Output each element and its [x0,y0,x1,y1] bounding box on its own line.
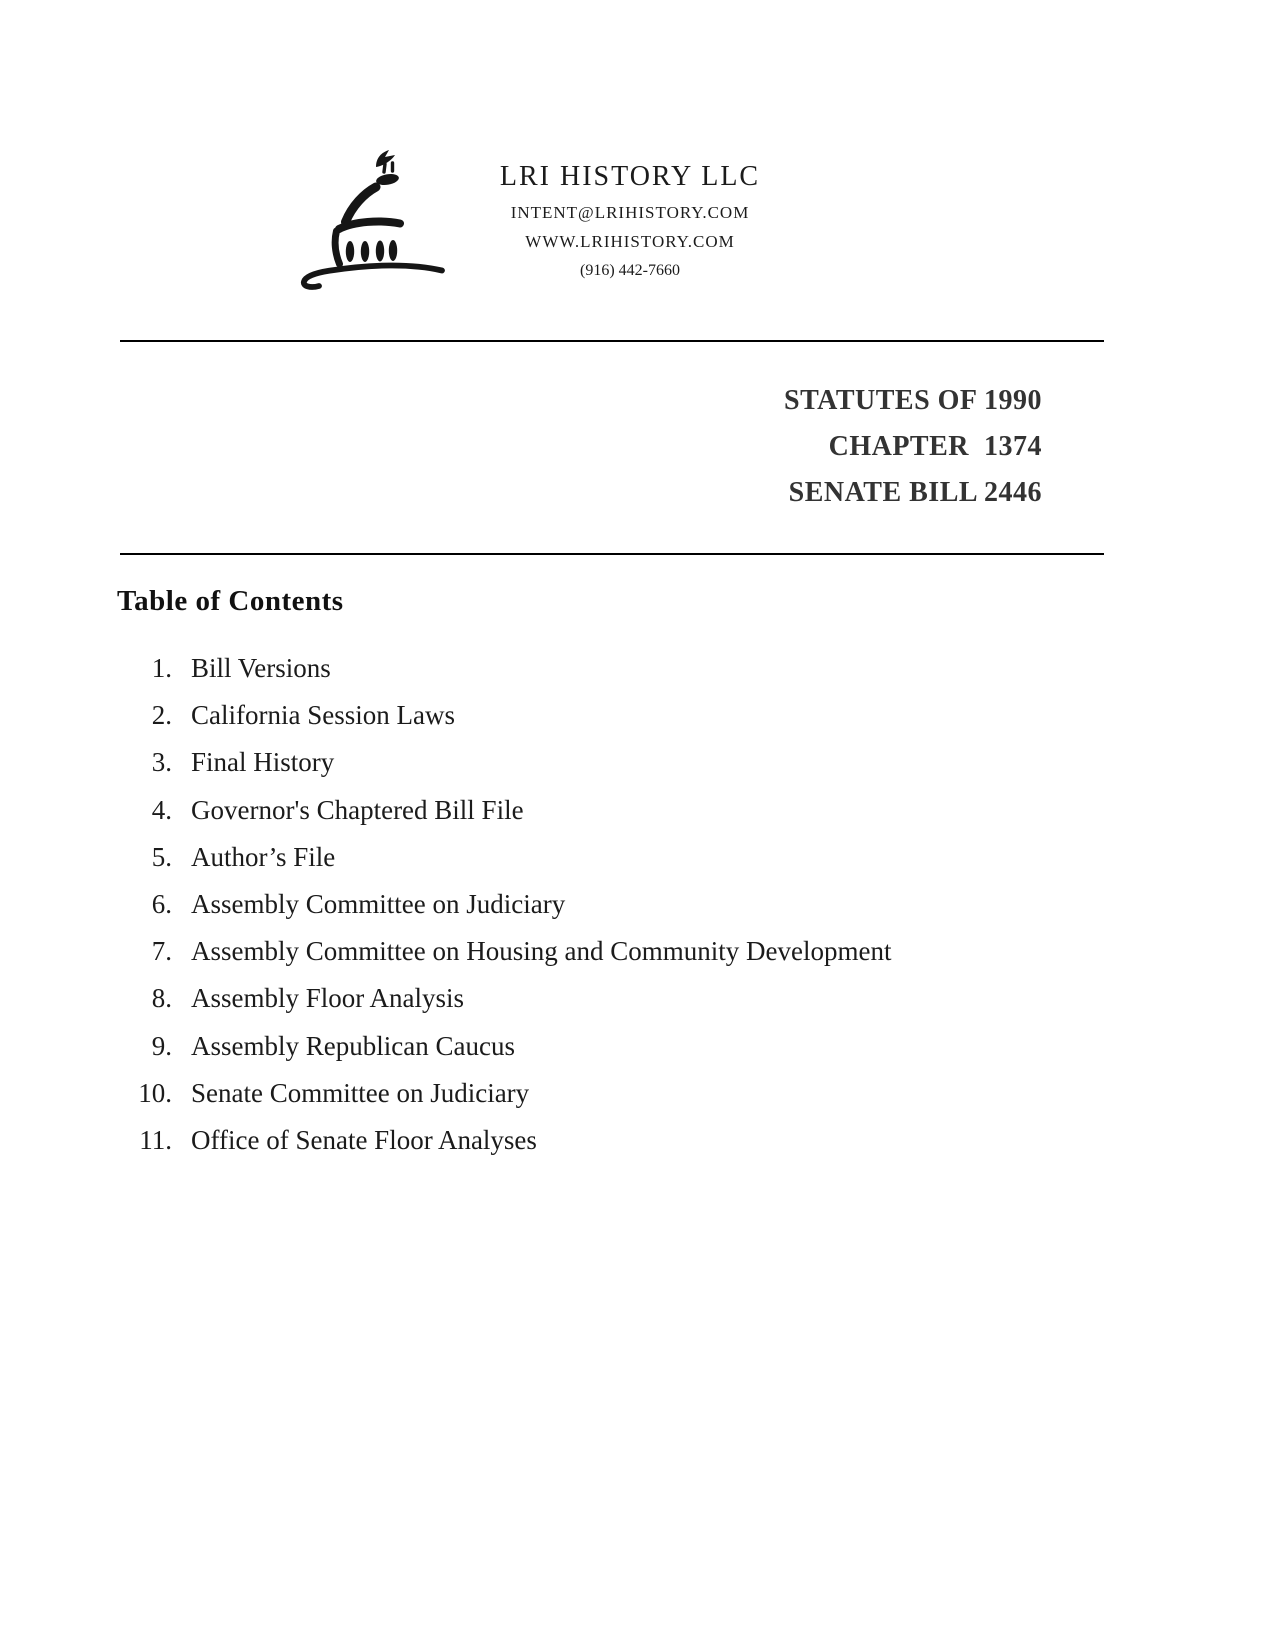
toc-item [117,645,1117,692]
company-header [460,160,800,280]
toc-item [117,787,1117,834]
chapter-line: CHAPTER 1374 [828,431,1042,462]
capitol-dome-logo-icon [292,126,452,296]
logo-tick [384,164,385,172]
company-website: WWW.LRIHISTORY.COM [525,232,735,251]
toc-item [117,1023,1117,1070]
toc-item-label: Assembly Republican Caucus [191,1030,515,1061]
toc-item-label: Assembly Floor Analysis [191,983,465,1014]
toc-item [117,1070,1117,1117]
toc-item-label: Author’s File [191,841,336,872]
senate-bill-line: SENATE BILL 2446 [788,477,1042,508]
toc-item-number: 11. [139,1124,172,1155]
horizontal-rule-top [120,340,1104,342]
toc-item-label: Office of Senate Floor Analyses [191,1124,537,1155]
toc-item [117,928,1117,975]
toc-item-number: 1. [151,653,172,684]
logo-left-wall [335,231,339,264]
toc-item-label: California Session Laws [191,700,455,731]
company-name: LRI HISTORY LLC [499,161,761,192]
case-info-block [542,378,1042,516]
toc-item-number: 4. [151,794,172,825]
logo-dome-stroke [346,187,377,222]
logo-column [361,241,369,262]
toc-list [117,645,1117,1164]
statutes-line: STATUTES OF 1990 [784,385,1042,416]
toc-item-number: 6. [151,889,172,920]
toc-item-label: Assembly Committee on Housing and Community Development [191,936,892,967]
toc-item [117,975,1117,1022]
toc-item-label: Senate Committee on Judiciary [191,1077,530,1108]
logo-column [346,241,354,262]
toc-item [117,692,1117,739]
toc-item [117,739,1117,786]
company-email: INTENT@LRIHISTORY.COM [510,203,750,222]
company-phone: (916) 442-7660 [580,262,680,279]
logo-ground-sweep [304,265,442,287]
toc-item-number: 2. [151,700,172,731]
toc-item-number: 5. [151,841,172,872]
toc-item-number: 3. [151,747,172,778]
toc-item-number: 10. [138,1077,172,1108]
toc-item [117,881,1117,928]
toc-item-number: 9. [151,1030,172,1061]
toc-item-label: Assembly Committee on Judiciary [191,889,566,920]
toc-item-label: Bill Versions [191,653,331,684]
toc-item-number: 8. [151,983,172,1014]
toc-item [117,1117,1117,1164]
toc-title: Table of Contents [117,585,344,617]
toc-item-label: Final History [191,747,335,778]
logo-column [389,240,397,261]
toc-item-label: Governor's Chaptered Bill File [191,794,524,825]
logo-dome-base [339,221,400,229]
logo-column [376,241,384,262]
horizontal-rule-bottom [120,553,1104,555]
toc-item [117,834,1117,881]
toc-item-number: 7. [151,936,172,967]
